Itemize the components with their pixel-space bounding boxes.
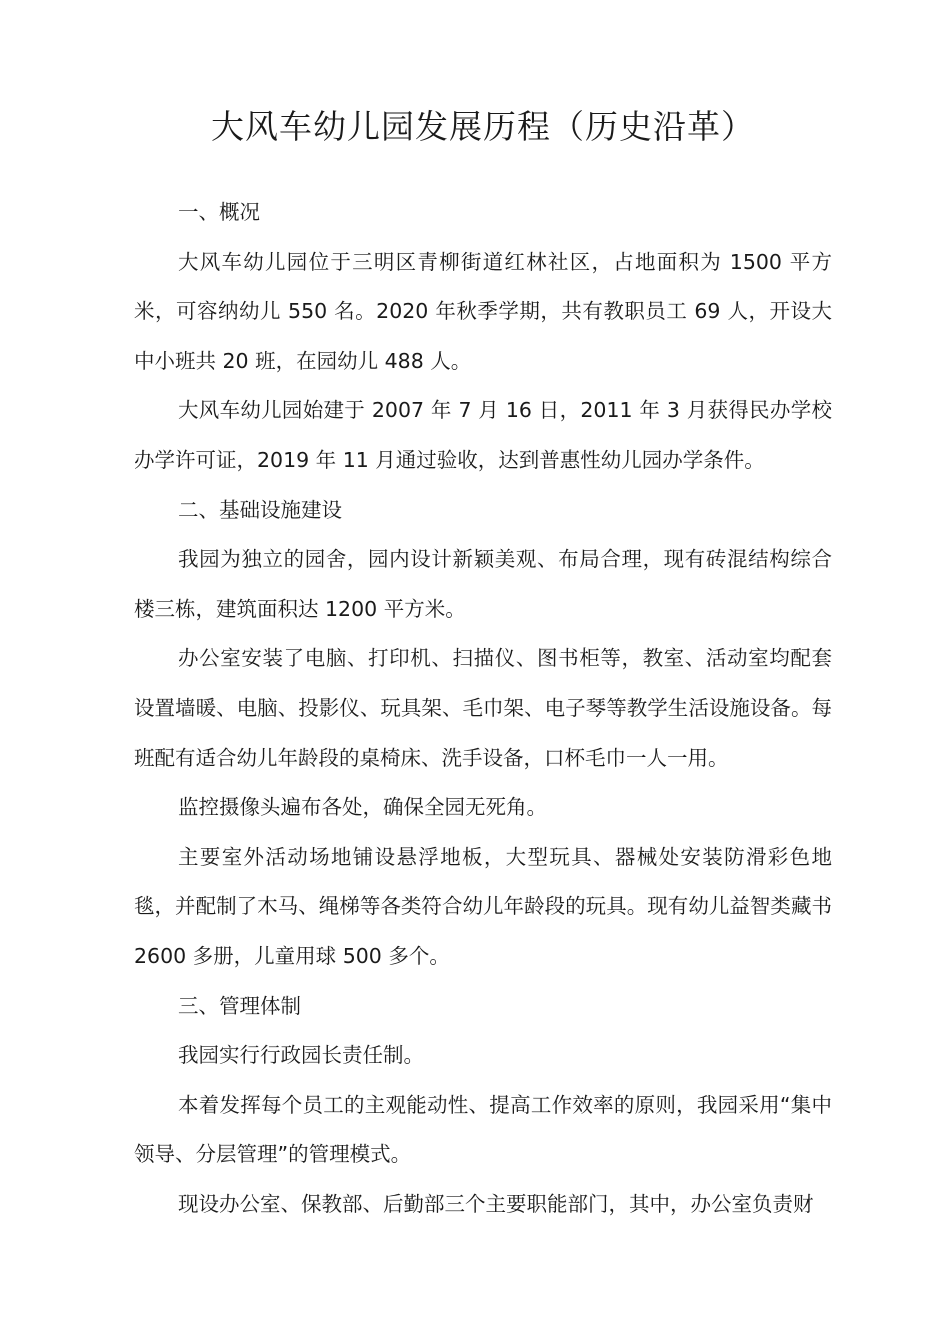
paragraph-buildings: 我园为独立的园舍，园内设计新颖美观、布局合理，现有砖混结构综合楼三栋，建筑面积达 1200 平方米。 — [134, 547, 832, 621]
section-heading-infrastructure: 二、基础设施建设 — [178, 497, 342, 522]
document-body — [134, 188, 832, 1229]
paragraph-location-capacity: 大风车幼儿园位于三明区青柳街道红林社区，占地面积为 1500 平方米，可容纳幼儿 550 名。2020 年秋季学期，共有教职员工 69 人，开设大中小班共 20 班，在园幼儿 488 人。 — [134, 249, 832, 373]
document-title: 大风车幼儿园发展历程（历史沿革） — [211, 107, 755, 146]
paragraph-responsibility-system: 我园实行行政园长责任制。 — [178, 1043, 424, 1068]
paragraph-surveillance: 监控摄像头遍布各处，确保全园无死角。 — [178, 795, 547, 820]
paragraph-departments: 现设办公室、保教部、后勤部三个主要职能部门，其中，办公室负责财 — [178, 1191, 814, 1216]
paragraph-equipment: 办公室安装了电脑、打印机、扫描仪、图书柜等，教室、活动室均配套设置墙暖、电脑、投影仪、玩具架、毛巾架、电子琴等教学生活设施设备。每班配有适合幼儿年龄段的桌椅床、洗手设备，口杯毛巾一人一用。 — [134, 646, 832, 770]
paragraph-founding: 大风车幼儿园始建于 2007 年 7 月 16 日，2011 年 3 月获得民办学校办学许可证，2019 年 11 月通过验收，达到普惠性幼儿园办学条件。 — [134, 398, 832, 472]
section-heading-overview: 一、概况 — [178, 200, 260, 224]
paragraph-management-mode: 本着发挥每个员工的主观能动性、提高工作效率的原则，我园采用“集中领导、分层管理”的管理模式。 — [134, 1092, 832, 1167]
paragraph-outdoor-facilities: 主要室外活动场地铺设悬浮地板，大型玩具、器械处安装防滑彩色地毯，并配制了木马、绳梯等各类符合幼儿年龄段的玩具。现有幼儿益智类藏书 2600 多册，儿童用球 500 多个。 — [134, 844, 832, 968]
section-heading-management: 三、管理体制 — [178, 993, 301, 1018]
